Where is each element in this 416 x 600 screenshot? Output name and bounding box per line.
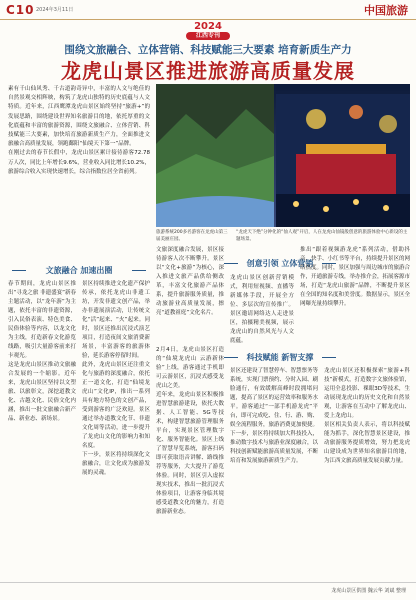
article-column-8: 龙虎山景区还积极探索“旅游+科技”新模式，打造数字文旅体验馆，运用全息投影、裸眼3D等技术，生动展现龙虎山的历史文化和自然景观，让游客在互动中了解龙虎山、爱上龙虎山。 景区相关负责人表示，将以科技赋能为抓手，深化智慧景区建设，推动旅游服务提质增效，努力把龙虎山建设成为世界知名旅游目的地，为江西文旅高质量发展贡献力量。 [324, 368, 410, 464]
headline: 龙虎山景区推进旅游高质量发展 [61, 59, 355, 83]
special-issue-badge [178, 21, 238, 41]
article-column-7: 景区还建设了智慧停车、智慧票务等系统，实现门票预约、分时入园、刷脸通行，有效缓解高峰时段拥堵问题，提高了景区的运营效率和服务水平。游客通过“一部手机游龙虎”平台，即可完成吃、住、行、游、购、娱全流程服务，旅游消费更加便捷。 下一步，景区将持续加大科技投入，推动数字技术与旅游业深度融合，以科技创新赋能旅游高质量发展，不断培育和发展旅游新质生产力。 [230, 368, 318, 464]
badge-label: 江西专刊 [186, 32, 230, 40]
paper-name: 中国旅游 [364, 4, 408, 17]
article-column-5: 推出“跟着视频游龙虎”系列活动，借助抖音、快手、小红书等平台，持续提升景区的网络热度。同时，景区加强与周边城市的旅游合作，开通旅游专线，举办推介会，拓展客源市场，打造“龙虎山旅游”品牌，不断提升景区在全国的知名度和美誉度。数据显示，景区全网曝光量持续攀升。 [300, 247, 410, 307]
issue-date: 2024年3月11日 [36, 7, 74, 13]
section-heading-tech: 科技赋能 新智支撑 [220, 351, 340, 364]
badge-year: 2024 [194, 21, 222, 32]
lead-paragraph: 素有千山仙风秀、千古道韵奇异中，丰富的人文与绝佳的自然景观交相辉映，构筑了龙虎山独特的历史底蕴与人文特质。近年来，江西鹰潭龙虎山景区始终坚持“旅游+”的发展思路，围绕建设世界知名旅游目的地，依托厚重的文化底蕴和丰富的旅游资源，围绕文旅融合、立体营销、科技赋能三大要素，加快培育旅游新质生产力，全面推进文旅融合高质量发展，领跑鄱阳“仙境天下第一”品牌。 在刚过去的春节长假中，龙虎山景区累计接待游客72.78万人次，同比上年增长9.6%，营业收入同比增长10.2%，旅游综合收入实现快速增长，综合指数位居全省前列。 [8, 86, 150, 175]
section-heading-marketing: 创意引领 立体营销 [220, 257, 340, 270]
article-column-4: 龙虎山景区创新营销模式，利用短视频、直播等新媒体手段，开展全方位、多层次的宣传推广。景区邀请网络达人走进景区，拍摄精美视频，展示龙虎山的自然风光与人文底蕴。 [230, 275, 294, 344]
photo-caption-left: 旅游系统200多名游客在龙虎山第三届美丽庄园。 [156, 230, 228, 242]
masthead [0, 0, 416, 20]
subtitle: 围绕文旅融合、立体营销、科技赋能三大要素 培育新质生产力 [64, 44, 352, 56]
night-scene-illustration [156, 84, 410, 227]
section-heading-culture: 文旅融合 加速出圈 [8, 264, 150, 277]
article-column-2: 景区持续推进文化遗产保护传承，依托龙虎山非遗工坊，开发非遗文创产品，举办非遗展演活动，让传统文化“活”起来、“火”起来。同时，景区还推出沉浸式演艺项目，打造夜间文旅消费新场景，丰富游客的旅游体验，延长游客停留时间。 此外，龙虎山景区还注重文化与旅游的深度融合，依托正一道文化，打造“仙境龙虎山”文化IP，推出一系列具有地方特色的文创产品，受到游客的广泛欢迎。景区通过举办道教文化节、非遗文化周等活动，进一步提升了龙虎山文化的影响力和知名度。 下一步，景区将持续深化文旅融合，让文化成为旅游发展的灵魂。 [82, 281, 150, 476]
article-column-6: 2月4日，龙虎山景区打造的“仙境龙虎山 云游新体验”上线，游客通过手机即可云游景区，沉浸式感受龙虎山之美。 近年来，龙虎山景区积极推进智慧旅游建设，依托大数据、人工智能、5G等技术，构建智慧旅游管理服务平台，实现景区管理数字化、服务智能化。景区上线了智慧导览系统，游客扫码即可获取语音讲解、路线推荐等服务，大大提升了游览体验。同时，景区引入虚拟现实技术，推出一批沉浸式体验项目，让游客身临其境感受道教文化的魅力，打造旅游新业态。 [156, 347, 224, 515]
main-photo [156, 84, 410, 227]
footer [0, 582, 416, 600]
article-column-1: 春节期间，龙虎山景区推出“寻龙之旅 非遗盛宴”新春主题活动，以“龙年游”为主题，依托丰富的非遗资源，引入民俗表演、特色美食、民俗体验等内容，以龙文化为主线，打造新春文化游览线路，吸引大量游客前来打卡观光。 这是龙虎山景区推动文旅融合发展的一个缩影。近年来，龙虎山景区坚持以文塑旅、以旅彰文，深挖道教文化、古越文化、民俗文化内涵，推出一批文旅融合新产品、新业态、新场景。 [8, 281, 76, 422]
photo-caption-right: “龙虎天下绝”分钟化的“仙人观”开启，人在龙虎山仙镜般创意的旅游体验中心新设的主题场景。 [236, 230, 408, 242]
article-column-3: 文旅深度融合发展，景区接待游客人次不断攀升。景区以“文化+旅游”为核心，深入推进文旅产品供给侧改革，丰富文化旅游产品体系，提升旅游服务质量，推动旅游业高质量发展，擦亮“道教祖庭”文化名片。 [156, 247, 224, 316]
page-number: C10 [6, 3, 35, 17]
photo-credit: 龙虎山景区供图 魏云华 刘斌 整理 [331, 588, 406, 594]
